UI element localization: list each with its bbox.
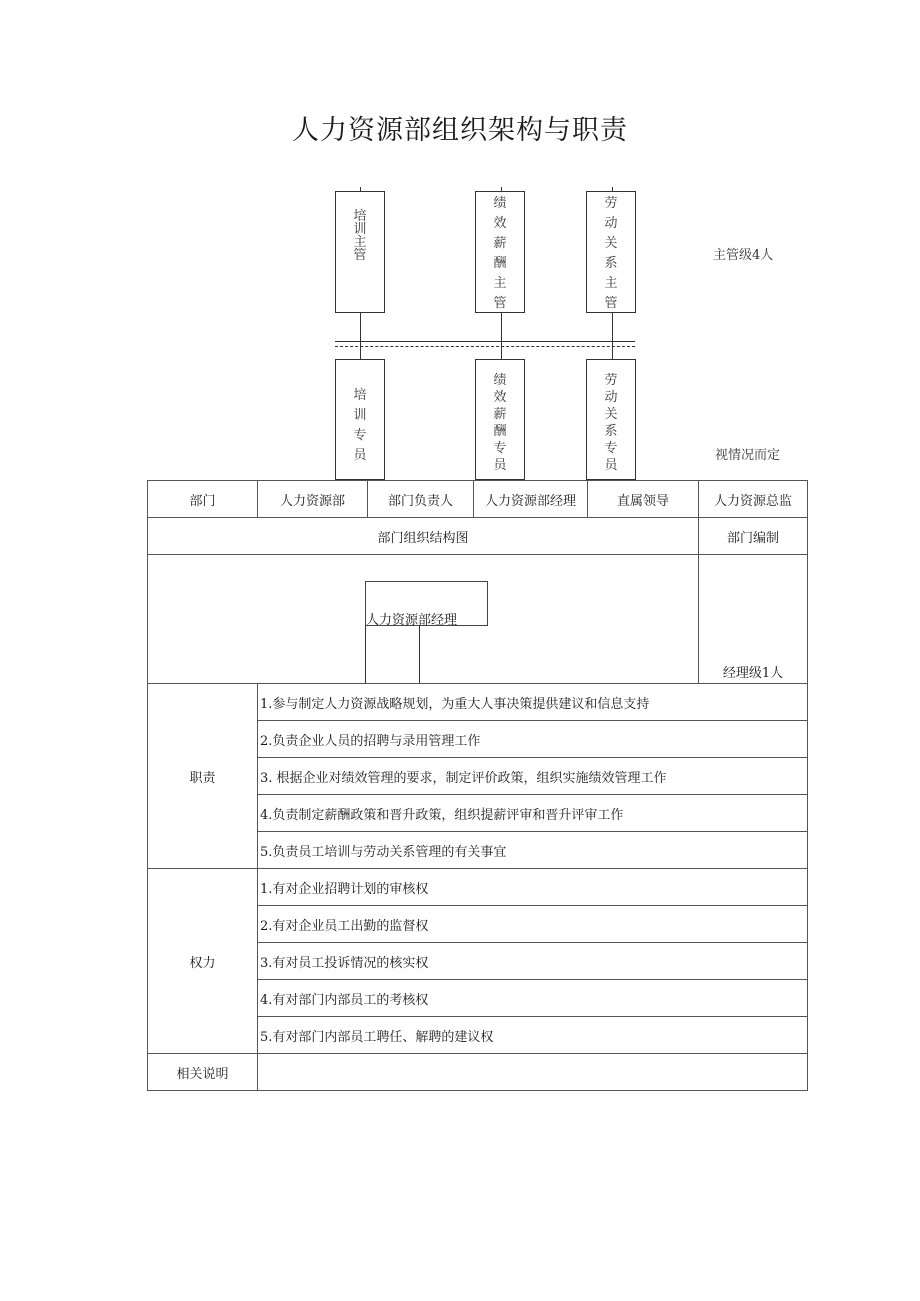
duty-item: 1.参与制定人力资源战略规划，为重大人事决策提供建议和信息支持 [258, 684, 808, 721]
labor-specialist-label: 劳动 关 系专员 [604, 373, 618, 473]
performance-specialist-box [475, 359, 525, 480]
power-item: 5.有对部门内部员工聘任、解聘的建议权 [258, 1017, 808, 1054]
labor-supervisor-label: 劳动 关系主 管 [604, 196, 618, 311]
org-chart-cell [148, 555, 699, 684]
page-title: 人力资源部组织架构与职责 [292, 115, 628, 146]
notes-label: 相关说明 [148, 1054, 258, 1091]
leader-value: 人力资源总监 [699, 481, 808, 518]
power-item: 3.有对员工投诉情况的核实权 [258, 943, 808, 980]
training-specialist-label: 培 训 专员 [353, 388, 367, 463]
org-chart-label: 部门组织结构图 [148, 518, 699, 555]
duty-item: 4.负责制定薪酬政策和晋升政策，组织提薪评审和晋升评审工作 [258, 795, 808, 832]
staffing-label: 部门编制 [699, 518, 808, 555]
head-label: 部门负责人 [368, 481, 474, 518]
connector-line [419, 626, 420, 683]
powers-label: 权力 [148, 869, 258, 1054]
training-supervisor-box [335, 191, 385, 313]
power-item: 1.有对企业招聘计划的审核权 [258, 869, 808, 906]
power-item: 2.有对企业员工出勤的监督权 [258, 906, 808, 943]
connector-line [360, 313, 361, 359]
manager-box [365, 581, 488, 626]
duty-item: 3. 根据企业对绩效管理的要求，制定评价政策，组织实施绩效管理工作 [258, 758, 808, 795]
connector-line [335, 341, 635, 342]
connector-line [365, 626, 366, 683]
performance-supervisor-label: 绩效 薪酬主 管 [493, 196, 507, 311]
notes-value [258, 1054, 808, 1091]
supervisor-count-note: 主管级4人 [713, 248, 774, 263]
manager-box-label: 人力资源部经理 [366, 613, 458, 628]
dept-value: 人力资源部 [258, 481, 368, 518]
dept-label: 部门 [148, 481, 258, 518]
power-item: 4.有对部门内部员工的考核权 [258, 980, 808, 1017]
responsibility-table [147, 480, 808, 1091]
duties-label: 职责 [148, 684, 258, 869]
labor-supervisor-box [586, 191, 636, 313]
performance-specialist-label: 绩效 薪 酬专员 [493, 373, 507, 473]
specialist-count-note: 视情况而定 [715, 448, 781, 463]
training-supervisor-label: 培 训主管 [353, 209, 367, 263]
duty-item: 2.负责企业人员的招聘与录用管理工作 [258, 721, 808, 758]
leader-label: 直属领导 [588, 481, 699, 518]
labor-specialist-box [586, 359, 636, 480]
head-value: 人力资源部经理 [474, 481, 588, 518]
performance-supervisor-box [475, 191, 525, 313]
connector-line [612, 313, 613, 359]
staffing-value: 经理级1人 [699, 555, 808, 684]
level-divider [335, 346, 635, 347]
connector-line [501, 313, 502, 359]
org-chart [0, 0, 920, 480]
duty-item: 5.负责员工培训与劳动关系管理的有关事宜 [258, 832, 808, 869]
training-specialist-box [335, 359, 385, 480]
